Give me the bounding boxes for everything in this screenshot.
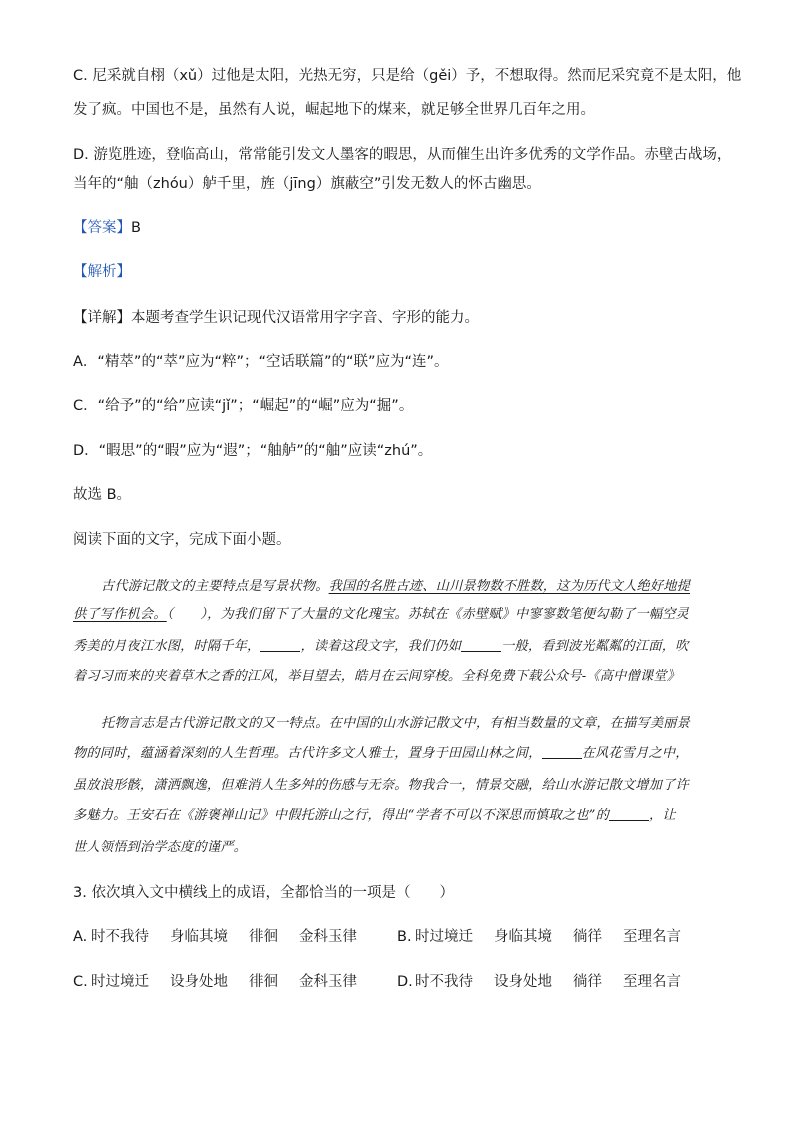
- option-word: 时过境迁: [91, 974, 149, 990]
- analysis-item-a: A．“精萃”的“萃”应为“粹”；“空话联篇”的“联”应为“连”。: [73, 354, 449, 370]
- passage-text: （ ），为我们留下了大量的文化瑰宝。苏轼在《赤壁赋》中寥寥数笔便勾勒了一幅空灵: [166, 607, 690, 622]
- passage-p2-line-3: 虽放浪形骸，潇洒飘逸，但难消人生多舛的伤感与无奈。物我合一，情景交融，给山水游记散文增加了许: [73, 778, 689, 793]
- passage-p1-line-4: 着习习而来的夹着草木之香的江风，举目望去，皓月在云间穿梭。全科免费下载公众号-《高中僧课堂》: [73, 669, 681, 684]
- answer-label: 【答案】: [73, 220, 131, 236]
- answer-value: B: [131, 220, 141, 236]
- option-word: 徘徊: [249, 974, 278, 990]
- passage-text: 多魅力。王安石在《游褒禅山记》中假托游山之行，得出“学者不可以不深思而慎取之也”的: [73, 808, 609, 823]
- option-letter: B.: [397, 929, 412, 945]
- analysis-label: 【解析】: [73, 264, 131, 280]
- passage-text: 物的同时，蕴涵着深刻的人生哲理。古代许多文人雅士，置身于田园山林之间，: [73, 746, 542, 761]
- passage-p1-line-3: [73, 637, 723, 657]
- option-word: 时不我待: [415, 974, 473, 990]
- analysis-conclusion: 故选 B。: [73, 487, 132, 503]
- fill-blank-1: [260, 637, 300, 652]
- fill-blank-4: [609, 806, 649, 821]
- passage-text: ，读着这段文字，我们仍如: [300, 639, 462, 654]
- reading-instruction: 阅读下面的文字，完成下面小题。: [73, 532, 291, 548]
- passage-text: ，让: [649, 808, 676, 823]
- option-letter: C.: [73, 974, 88, 990]
- fill-blank-2: [461, 637, 501, 652]
- passage-p2-line-1: 托物言志是古代游记散文的又一特点。在中国的山水游记散文中，有相当数量的文章，在描写美丽景: [101, 716, 691, 731]
- option-word: 徜徉: [573, 929, 602, 945]
- option-letter: D.: [397, 974, 413, 990]
- option-d-line-2: 当年的“舳（zhóu）舻千里，旌（jīng）旗蔽空”引发无数人的怀古幽思。: [73, 176, 541, 192]
- option-word: 设身处地: [170, 974, 228, 990]
- detail-line: [73, 308, 723, 328]
- detail-label: 【详解】: [73, 310, 131, 326]
- passage-text: 秀美的月夜江水图，时隔千年，: [73, 639, 261, 654]
- option-word: 设身处地: [494, 974, 552, 990]
- option-word: 身临其境: [170, 929, 228, 945]
- fill-blank-3: [542, 744, 582, 759]
- option-word: 金科玉律: [299, 974, 357, 990]
- option-word: 身临其境: [494, 929, 552, 945]
- passage-p1-line-2: [73, 605, 723, 625]
- option-word: 至理名言: [623, 974, 681, 990]
- option-word: 至理名言: [623, 929, 681, 945]
- analysis-item-d: D．“暇思”的“暇”应为“遐”；“舳舻”的“舳”应读“zhú”。: [73, 443, 433, 459]
- option-word: 徘徊: [249, 929, 278, 945]
- underlined-sentence: 我国的名胜古迹、山川景物数不胜数，这为历代文人绝好地提: [328, 579, 691, 594]
- option-word: 时过境迁: [415, 929, 473, 945]
- question-stem: 3. 依次填入文中横线上的成语，全都恰当的一项是（ ）: [73, 885, 454, 901]
- passage-text: 古代游记散文的主要特点是写景状物。: [101, 579, 329, 594]
- passage-p2-line-5: 世人领悟到治学态度的谨严。: [73, 840, 248, 855]
- detail-text: 本题考查学生识记现代汉语常用字字音、字形的能力。: [131, 310, 479, 326]
- passage-p1-line-1: [101, 577, 723, 597]
- answer-line: [73, 218, 723, 238]
- option-c-line-1: C. 尼采就自栩（xǔ）过他是太阳，光热无穷，只是给（gěi）予，不想取得。然而尼采究竟不是太阳，他: [73, 68, 742, 84]
- option-word: 徜徉: [573, 974, 602, 990]
- passage-p2-line-4: [73, 806, 723, 826]
- passage-p2-line-2: [73, 744, 723, 764]
- option-word: 金科玉律: [299, 929, 357, 945]
- analysis-item-c: C．“给予”的“给”应读“jǐ”；“崛起”的“崛”应为“掘”。: [73, 398, 414, 414]
- passage-text: 在风花雪月之中，: [581, 746, 689, 761]
- passage-text: 一般，看到波光粼粼的江面，吹: [501, 639, 689, 654]
- option-d-line-1: D. 游览胜迹，登临高山，常常能引发文人墨客的暇思，从而催生出许多优秀的文学作品。赤壁古战场，: [73, 147, 732, 163]
- option-word: 时不我待: [91, 929, 149, 945]
- option-c-line-2: 发了疯。中国也不是，虽然有人说，崛起地下的煤来，就足够全世界几百年之用。: [73, 102, 595, 118]
- analysis-line: [73, 262, 723, 282]
- option-letter: A.: [73, 929, 88, 945]
- underlined-sentence: 供了写作机会。: [73, 607, 167, 622]
